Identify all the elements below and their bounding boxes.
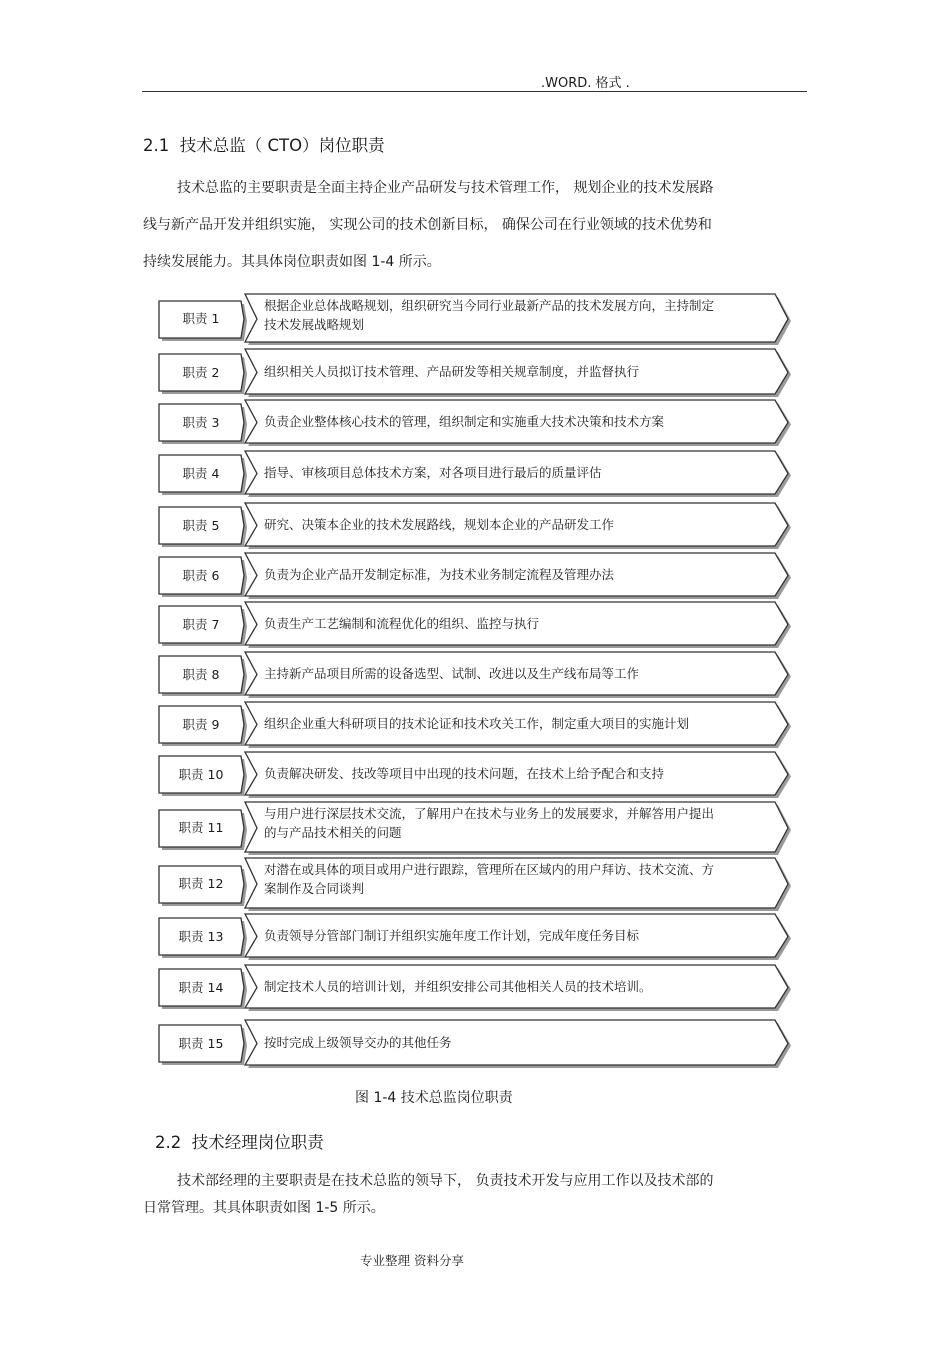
duty-label: 职责 12 — [178, 876, 224, 891]
duty-row — [158, 1020, 790, 1067]
duty-text: 与用户进行深层技术交流，了解用户在技术与业务上的发展要求，并解答用户提出的与产品技术相关的问题 — [264, 806, 715, 840]
page-footer: 专业整理 资料分享 — [360, 1253, 464, 1268]
paragraph-line: 线与新产品开发并组织实施， 实现公司的技术创新目标， 确保公司在行业领域的技术优势和 — [143, 217, 712, 233]
figure-caption: 图 1-4 技术总监岗位职责 — [355, 1090, 513, 1106]
duty-label: 职责 1 — [182, 311, 220, 326]
duty-row — [158, 602, 790, 647]
page-header: .WORD. 格式 . — [541, 76, 630, 91]
duty-row — [158, 553, 790, 598]
section-title: 技术经理岗位职责 — [191, 1133, 324, 1152]
duty-row — [158, 858, 790, 910]
duty-label: 职责 3 — [182, 414, 220, 430]
section-title: 技术总监（ CTO）岗位职责 — [179, 136, 385, 155]
duty-text: 对潜在或具体的项目或用户进行跟踪，管理所在区域内的用户拜访、技术交流、方案制作及合同谈判 — [264, 862, 715, 896]
duty-label: 职责 15 — [178, 1035, 224, 1051]
duty-text: 负责领导分管部门制订并组织实施年度工作计划，完成年度任务目标 — [264, 927, 640, 943]
duty-label: 职责 11 — [178, 820, 224, 835]
duty-row — [158, 451, 790, 496]
duty-label: 职责 8 — [182, 666, 220, 682]
duty-text: 研究、决策本企业的技术发展路线，规划本企业的产品研发工作 — [264, 516, 615, 532]
duty-text: 负责为企业产品开发制定标准，为技术业务制定流程及管理办法 — [264, 566, 615, 582]
duty-text: 根据企业总体战略规划，组织研究当今同行业最新产品的技术发展方向，主持制定技术发展战略规划 — [264, 298, 715, 332]
duty-row — [158, 752, 790, 797]
duty-row — [158, 914, 790, 959]
duty-label: 职责 10 — [178, 766, 224, 782]
duty-label: 职责 14 — [178, 979, 224, 995]
paragraph-line: 技术总监的主要职责是全面主持企业产品研发与技术管理工作， 规划企业的技术发展路 — [177, 180, 714, 196]
duty-text: 按时完成上级领导交办的其他任务 — [264, 1034, 452, 1050]
section-number: 2.2 — [155, 1133, 182, 1152]
duty-label: 职责 6 — [182, 567, 220, 583]
duty-row — [158, 349, 790, 396]
duty-label: 职责 5 — [182, 517, 220, 533]
duty-row — [158, 294, 790, 344]
duty-row — [158, 965, 790, 1010]
duty-row — [158, 802, 790, 854]
duty-row — [158, 400, 790, 445]
duty-text: 组织相关人员拟订技术管理、产品研发等相关规章制度，并监督执行 — [264, 363, 640, 379]
duty-text: 负责生产工艺编制和流程优化的组织、监控与执行 — [264, 615, 540, 631]
duty-label: 职责 7 — [182, 616, 220, 632]
paragraph-line: 日常管理。其具体职责如图 1-5 所示。 — [143, 1200, 385, 1216]
section-heading-2-2 — [155, 1129, 324, 1153]
duty-text: 制定技术人员的培训计划，并组织安排公司其他相关人员的技术培训。 — [264, 978, 652, 994]
duty-text: 负责解决研发、技改等项目中出现的技术问题，在技术上给予配合和支持 — [264, 765, 665, 781]
duty-text: 主持新产品项目所需的设备选型、试制、改进以及生产线布局等工作 — [264, 665, 640, 681]
header-rule — [142, 91, 807, 92]
paragraph-line: 持续发展能力。其具体岗位职责如图 1-4 所示。 — [143, 254, 441, 270]
paragraph-line: 技术部经理的主要职责是在技术总监的领导下， 负责技术开发与应用工作以及技术部的 — [177, 1173, 714, 1189]
duty-label: 职责 13 — [178, 928, 224, 944]
duty-label: 职责 2 — [182, 364, 220, 380]
section-number: 2.1 — [143, 136, 170, 155]
duty-text: 指导、审核项目总体技术方案，对各项目进行最后的质量评估 — [264, 464, 602, 480]
duty-text: 负责企业整体核心技术的管理，组织制定和实施重大技术决策和技术方案 — [264, 413, 665, 429]
duty-row — [158, 652, 790, 697]
duty-row — [158, 503, 790, 548]
section-heading-2-1 — [143, 132, 385, 156]
duty-label: 职责 4 — [182, 465, 220, 481]
duty-row — [158, 702, 790, 747]
duty-text: 组织企业重大科研项目的技术论证和技术攻关工作，制定重大项目的实施计划 — [264, 715, 690, 731]
duty-label: 职责 9 — [182, 716, 220, 732]
